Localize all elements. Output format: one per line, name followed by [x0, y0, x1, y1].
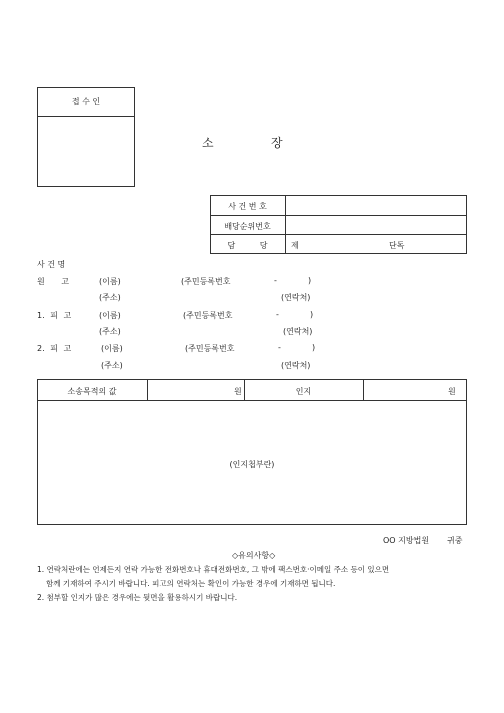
case-table-row-divider-2 — [210, 234, 467, 235]
party-name-label: (이름) — [99, 277, 121, 286]
claim-value-label: 소송목적의 값 — [67, 387, 117, 396]
party-id-dash: - — [276, 310, 279, 319]
party-contact-label: (연락처) — [281, 361, 311, 370]
party-address-label: (주소) — [101, 361, 123, 370]
party-id-label: (주민등록번호 — [183, 311, 233, 320]
party-id-close: ) — [312, 343, 316, 352]
title-char-1: 소 — [202, 136, 214, 150]
stamp-table-col-divider-3 — [363, 379, 364, 401]
party-id-label: (주민등록번호 — [185, 344, 235, 353]
charge-label: 담 당 — [227, 241, 268, 250]
party-name-label: (이름) — [101, 344, 123, 353]
stamp-value-unit: 원 — [448, 387, 456, 396]
priority-number-label: 배당순위번호 — [224, 222, 271, 231]
notes-item-1-line-2: 함께 기재하여 주시기 바랍니다. 피고의 연락처는 확인이 가능한 경우에 기재하면 됩니다. — [46, 579, 336, 588]
party-id-label: (주민등록번호 — [181, 277, 231, 286]
party-contact-label: (연락처) — [281, 293, 311, 302]
court-addressee: 귀중 — [447, 536, 463, 545]
party-address-label: (주소) — [99, 327, 121, 336]
title-char-2: 장 — [271, 136, 283, 150]
case-table-row-divider-1 — [210, 215, 467, 216]
party-contact-label: (연락처) — [283, 327, 313, 336]
court-name: OO 지방법원 — [383, 536, 430, 545]
charge-suffix: 단독 — [389, 241, 405, 250]
receipt-box-label: 접 수 인 — [71, 97, 101, 106]
charge-prefix: 제 — [291, 241, 299, 250]
party-id-dash: - — [274, 276, 277, 285]
party-name-label: (이름) — [99, 311, 121, 320]
party-role: 원 고 — [37, 277, 69, 286]
party-role: 1. 피 고 — [37, 311, 72, 320]
stamp-label: 인지 — [295, 387, 312, 396]
stamp-attach-area-label: (인지첩부란) — [229, 460, 275, 469]
notes-item-2: 2. 첨부할 인지가 많은 경우에는 뒷면을 활용하시기 바랍니다. — [37, 593, 238, 602]
case-number-label: 사 건 번 호 — [228, 202, 267, 211]
claim-value-unit: 원 — [234, 387, 242, 396]
notes-heading: ◇유의사항◇ — [232, 551, 276, 560]
receipt-box-divider — [37, 116, 135, 117]
stamp-table-header-divider — [37, 400, 467, 401]
case-name-label: 사 건 명 — [37, 260, 66, 269]
stamp-table-col-divider-1 — [147, 379, 148, 401]
party-id-dash: - — [278, 343, 281, 352]
party-address-label: (주소) — [99, 293, 121, 302]
party-id-close: ) — [310, 310, 314, 319]
party-role: 2. 피 고 — [37, 344, 72, 353]
notes-item-1-line-1: 1. 연락처란에는 언제든지 연락 가능한 전화번호나 휴대전화번호, 그 밖에 팩스번호·이메일 주소 등이 있으면 — [37, 565, 390, 574]
case-table-col-divider — [285, 195, 286, 254]
party-id-close: ) — [308, 276, 312, 285]
